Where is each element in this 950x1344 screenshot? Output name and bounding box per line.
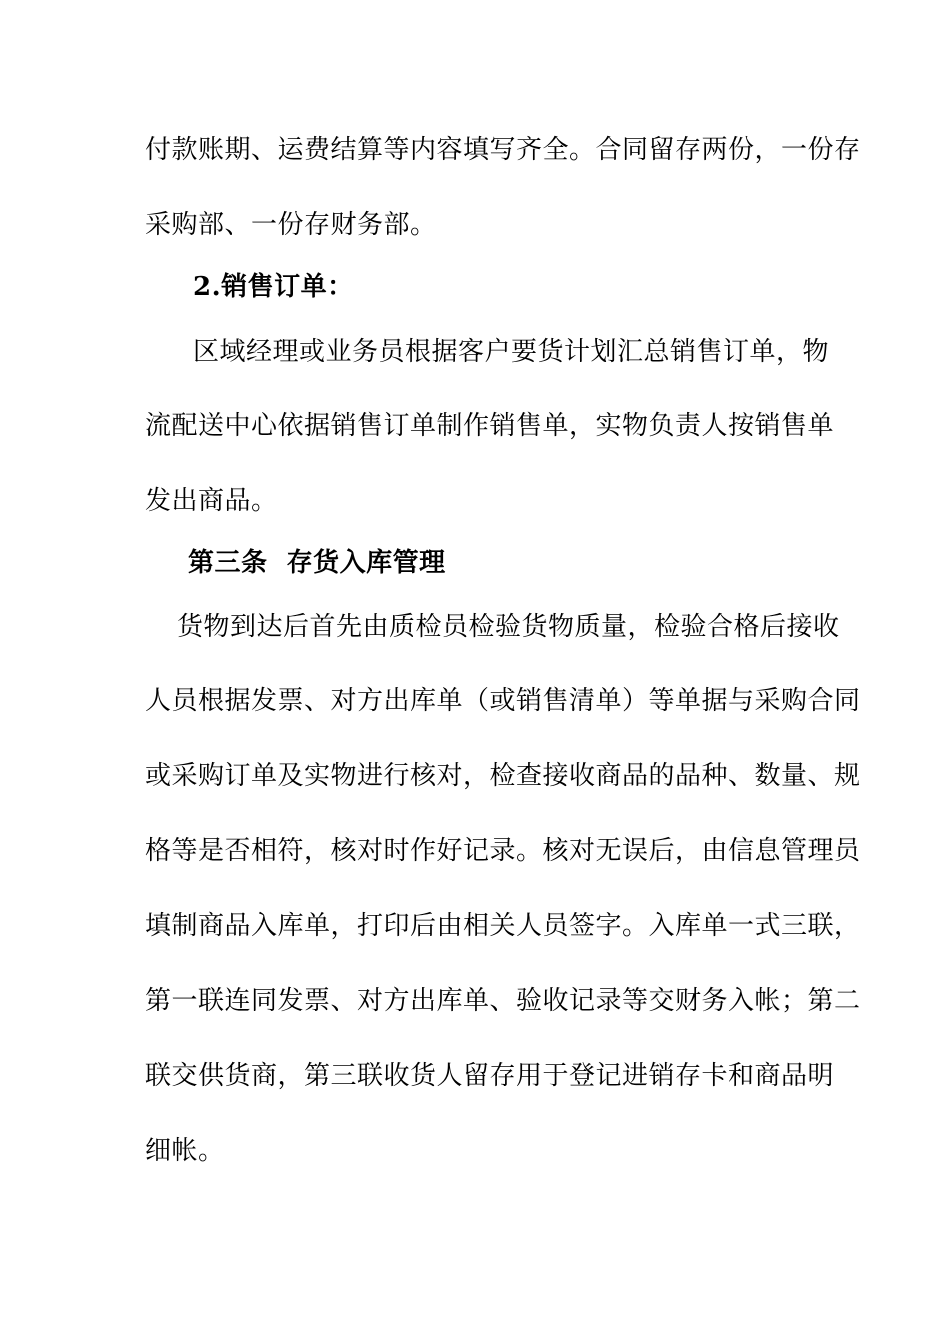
paragraph-line: 货物到达后首先由质检员检验货物质量，检验合格后接收 bbox=[177, 612, 840, 642]
section-heading: 2.销售订单： bbox=[193, 272, 354, 302]
paragraph-line: 或采购订单及实物进行核对，检查接收商品的品种、数量、规 bbox=[145, 761, 861, 791]
article-heading: 第三条 存货入库管理 bbox=[188, 548, 446, 578]
paragraph-line: 细帐。 bbox=[145, 1136, 225, 1166]
paragraph-line: 区域经理或业务员根据客户要货计划汇总销售订单，物 bbox=[193, 337, 830, 367]
paragraph-line: 发出商品。 bbox=[145, 486, 278, 516]
paragraph-line: 流配送中心依据销售订单制作销售单，实物负责人按销售单 bbox=[145, 411, 835, 441]
paragraph-segment: 联交供货商，第三联 bbox=[145, 1061, 384, 1091]
paragraph-line: 付款账期、运费结算等内容填写齐全。合同留存两份，一份存 bbox=[145, 135, 861, 165]
paragraph-line: 格等是否相符，核对时作好记录。核对无误后，由信息管理员 bbox=[145, 836, 861, 866]
paragraph-line: 第一联连同发票、对方出库单、验收记录等交财务入帐；第二 bbox=[145, 986, 861, 1016]
paragraph-segment: 收货人留存用于登记进销存卡和商品明 bbox=[383, 1061, 835, 1091]
paragraph-line: 填制商品入库单，打印后由相关人员签字。入库单一式三联， bbox=[145, 911, 861, 941]
paragraph-line: 采购部、一份存财务部。 bbox=[145, 210, 437, 240]
paragraph-line: 人员根据发票、对方出库单（或销售清单）等单据与采购合同 bbox=[145, 686, 861, 716]
paragraph-line-mixed bbox=[145, 1059, 835, 1093]
